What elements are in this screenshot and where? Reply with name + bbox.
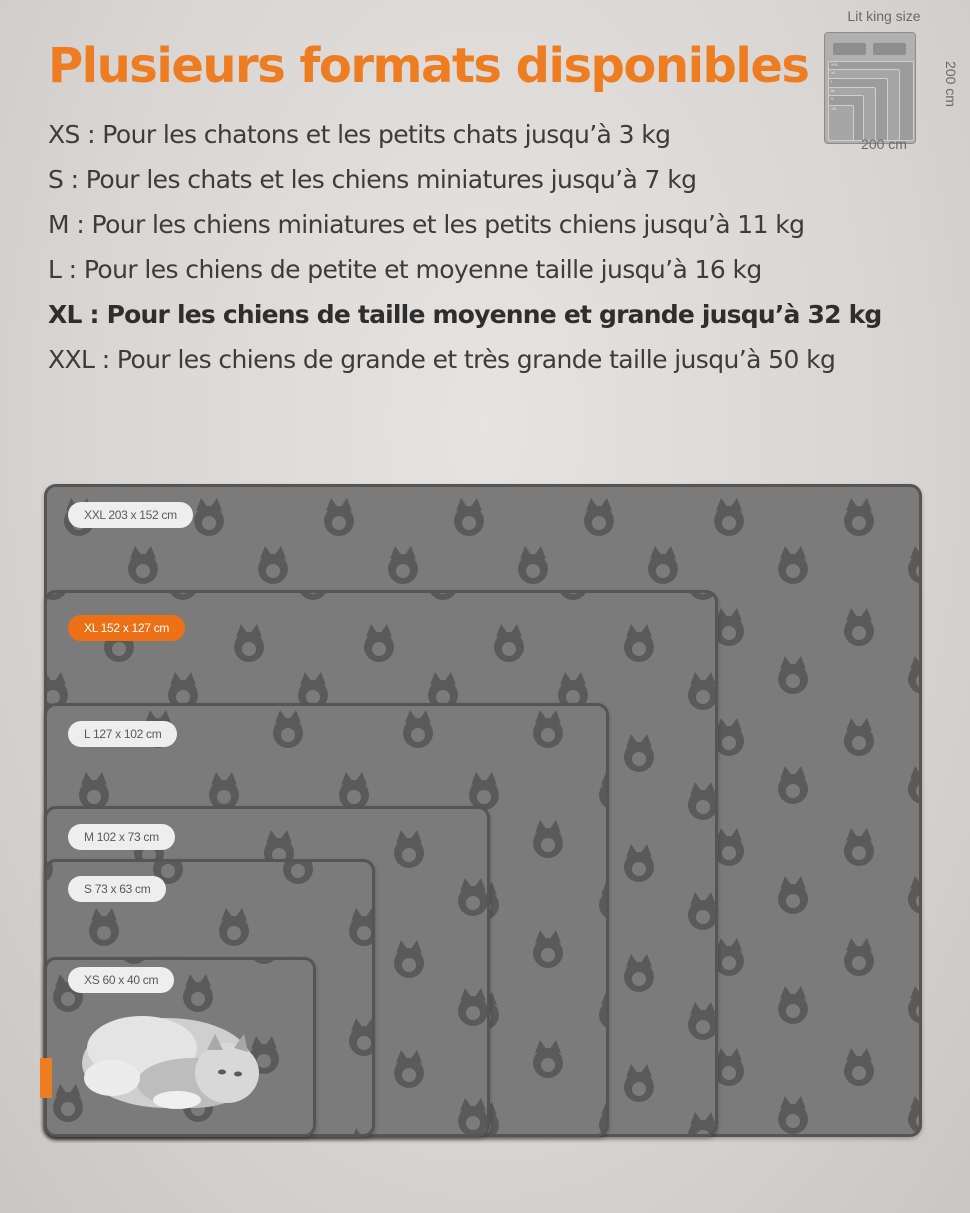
king-bed-label: Lit king size	[847, 8, 921, 24]
mat-label-l: L 127 x 102 cm	[68, 721, 177, 747]
mat-label-xs: XS 60 x 40 cm	[68, 967, 174, 993]
size-line-xxl: XXL : Pour les chiens de grande et très grande taille jusqu’à 50 kg	[48, 345, 836, 374]
size-line-m: M : Pour les chiens miniatures et les petits chiens jusqu’à 11 kg	[48, 210, 805, 239]
brand-tag	[40, 1058, 52, 1098]
cat-photo	[72, 988, 272, 1118]
mat-label-xl: XL 152 x 127 cm	[68, 615, 185, 641]
mini-mat-xs: XS	[828, 105, 854, 141]
mini-mat-m: M	[828, 87, 876, 141]
size-line-s: S : Pour les chats et les chiens miniatures jusqu’à 7 kg	[48, 165, 697, 194]
mini-mat-l: L	[828, 78, 888, 141]
mat-label-s: S 73 x 63 cm	[68, 876, 166, 902]
page-title: Plusieurs formats disponibles	[48, 38, 809, 94]
size-line-xl: XL : Pour les chiens de taille moyenne et grande jusqu’à 32 kg	[48, 300, 882, 329]
king-bed-width: 200 cm	[861, 136, 907, 152]
mini-mat-xl: XL	[828, 69, 900, 141]
size-line-l: L : Pour les chiens de petite et moyenne taille jusqu’à 16 kg	[48, 255, 762, 284]
king-bed-height: 200 cm	[942, 61, 959, 107]
size-line-xs: XS : Pour les chatons et les petits chats jusqu’à 3 kg	[48, 120, 671, 149]
mini-mat-xxl: XXL	[828, 61, 914, 141]
mat-label-xxl: XXL 203 x 152 cm	[68, 502, 193, 528]
mini-mat-s: S	[828, 95, 864, 141]
mat-label-m: M 102 x 73 cm	[68, 824, 175, 850]
